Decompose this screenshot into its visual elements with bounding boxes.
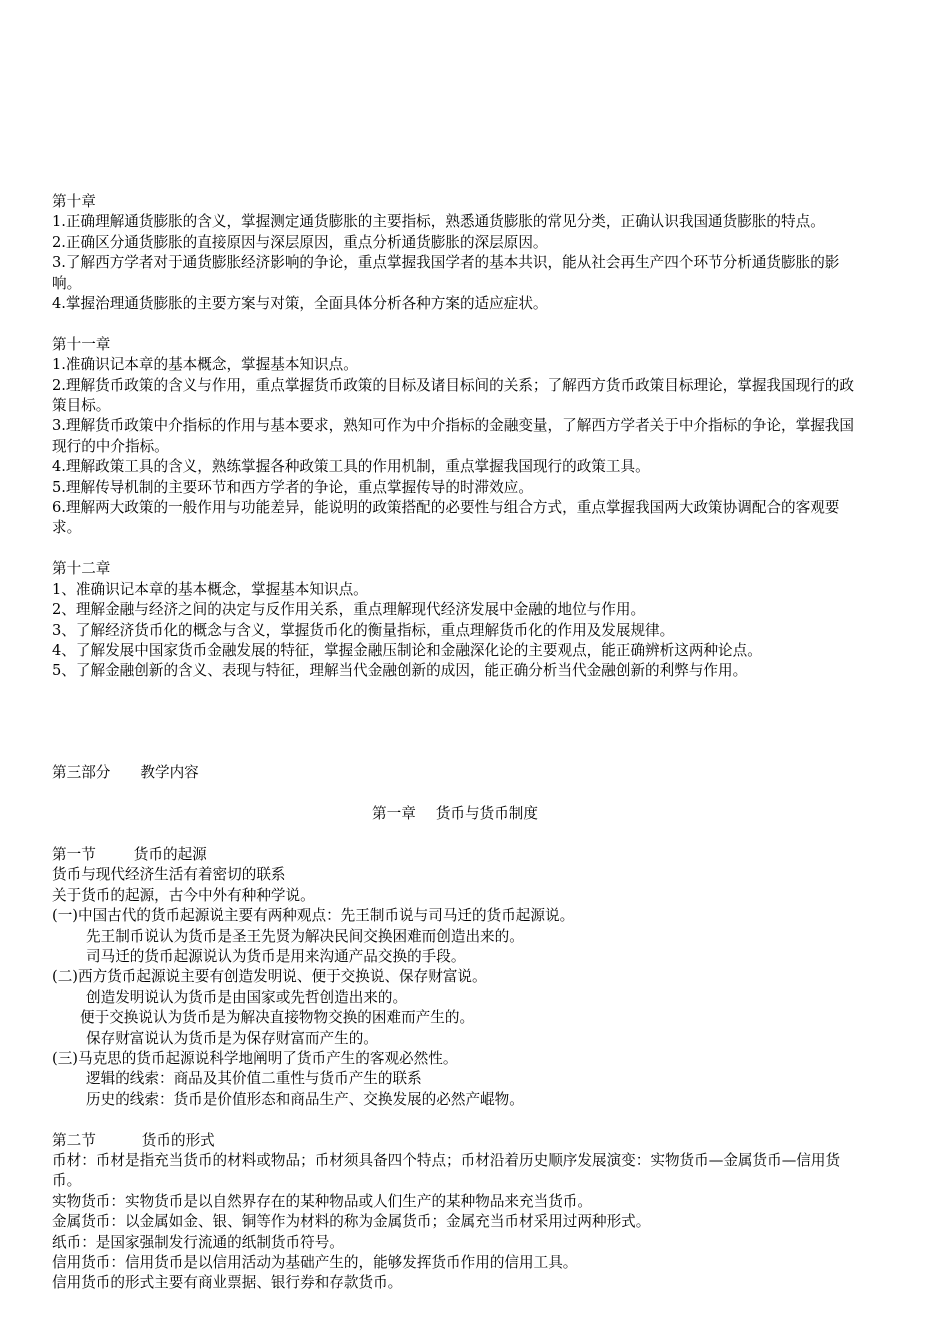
section-2-label: 第二节: [52, 1131, 96, 1149]
section-1-heading: [52, 845, 858, 865]
list-item: 3.了解西方学者对于通货膨胀经济影响的争论，重点掌握我国学者的基本共识，能从社会再生产四个环节分析通货膨胀的影响。: [52, 254, 840, 292]
section-2-heading: [52, 1131, 858, 1151]
paragraph: 实物货币：实物货币是以自然界存在的某种物品或人们生产的某种物品来充当货币。: [52, 1192, 592, 1210]
list-item: 2.正确区分通货膨胀的直接原因与深层原因，重点分析通货膨胀的深层原因。: [52, 233, 548, 251]
chapter-12-title: 第十二章: [52, 560, 111, 578]
chapter-1-heading: [52, 804, 858, 824]
paragraph: 货币与现代经济生活有着密切的联系: [52, 866, 286, 884]
chapter-1-label: 第一章: [372, 805, 416, 823]
paragraph: 历史的线索：货币是价值形态和商品生产、交换发展的必然产崐物。: [86, 1090, 524, 1108]
list-item: 5、了解金融创新的含义、表现与特征，理解当代金融创新的成因，能正确分析当代金融创新的利弊与作用。: [52, 662, 748, 680]
list-item: 1.正确理解通货膨胀的含义，掌握测定通货膨胀的主要指标，熟悉通货膨胀的常见分类，正确认识我国通货膨胀的特点。: [52, 213, 825, 231]
chapter-11-title: 第十一章: [52, 335, 111, 353]
list-item: 4.理解政策工具的含义，熟练掌握各种政策工具的作用机制，重点掌握我国现行的政策工具。: [52, 458, 650, 476]
section-1-label: 第一节: [52, 845, 96, 863]
paragraph: 关于货币的起源，古今中外有种种学说。: [52, 886, 315, 904]
document-page: [52, 192, 858, 1294]
list-item: 5.理解传导机制的主要环节和西方学者的争论，重点掌握传导的时滞效应。: [52, 478, 533, 496]
paragraph: 先王制币说认为货币是圣王先贤为解决民间交换困难而创造出来的。: [86, 927, 524, 945]
part-3-heading: [52, 763, 858, 783]
section-1-title: 货币的起源: [133, 845, 207, 863]
paragraph: 创造发明说认为货币是由国家或先哲创造出来的。: [86, 988, 408, 1006]
list-item: 6.理解两大政策的一般作用与功能差异，能说明的政策搭配的必要性与组合方式，重点掌握我国两大政策协调配合的客观要求。: [52, 499, 840, 537]
list-item: 4、了解发展中国家货币金融发展的特征，掌握金融压制论和金融深化论的主要观点，能正确辨析这两种论点。: [52, 641, 762, 659]
part-3-title: 教学内容: [140, 764, 199, 782]
paragraph: 逻辑的线索：商品及其价值二重性与货币产生的联系: [86, 1070, 422, 1088]
subsection-a: (一)中国古代的货币起源说主要有两种观点：先王制币说与司马迁的货币起源说。: [52, 907, 575, 925]
list-item: 4.掌握治理通货膨胀的主要方案与对策，全面具体分析各种方案的适应症状。: [52, 295, 548, 313]
list-item: 2.理解货币政策的含义与作用，重点掌握货币政策的目标及诸目标间的关系；了解西方货币政策目标理论，掌握我国现行的政策目标。: [52, 376, 854, 415]
paragraph: 纸币：是国家强制发行流通的纸制货币符号。: [52, 1233, 344, 1251]
paragraph: 信用货币的形式主要有商业票据、银行券和存款货币。: [52, 1274, 403, 1292]
list-item: 3.理解货币政策中介指标的作用与基本要求，熟知可作为中介指标的金融变量，了解西方学者关于中介指标的争论，掌握我国现行的中介指标。: [52, 417, 854, 455]
list-item: 3、了解经济货币化的概念与含义，掌握货币化的衡量指标，重点理解货币化的作用及发展规律。: [52, 621, 675, 639]
paragraph: 金属货币：以金属如金、银、铜等作为材料的称为金属货币；金属充当币材采用过两种形式。: [52, 1213, 651, 1231]
chapter-10-title: 第十章: [52, 193, 96, 210]
subsection-c: (三)马克思的货币起源说科学地阐明了货币产生的客观必然性。: [52, 1049, 458, 1067]
subsection-b: (二)西方货币起源说主要有创造发明说、便于交换说、保存财富说。: [52, 968, 487, 986]
section-2-title: 货币的形式: [141, 1131, 215, 1149]
paragraph: 便于交换说认为货币是为解决直接物物交换的困难而产生的。: [80, 1009, 475, 1027]
chapter-1-title: 货币与货币制度: [435, 805, 538, 823]
list-item: 1.准确识记本章的基本概念，掌握基本知识点。: [52, 356, 358, 374]
paragraph: 币材：币材是指充当货币的材料或物品；币材须具备四个特点；币材沿着历史顺序发展演变：实物货币—金属货币—信用货币。: [52, 1151, 841, 1190]
paragraph: 信用货币：信用货币是以信用活动为基础产生的，能够发挥货币作用的信用工具。: [52, 1254, 578, 1272]
list-item: 1、准确识记本章的基本概念，掌握基本知识点。: [52, 580, 368, 598]
paragraph: 司马迁的货币起源说认为货币是用来沟通产品交换的手段。: [86, 947, 466, 965]
paragraph: 保存财富说认为货币是为保存财富而产生的。: [86, 1029, 378, 1047]
part-3-label: 第三部分: [52, 764, 111, 782]
list-item: 2、理解金融与经济之间的决定与反作用关系，重点理解现代经济发展中金融的地位与作用。: [52, 601, 646, 619]
